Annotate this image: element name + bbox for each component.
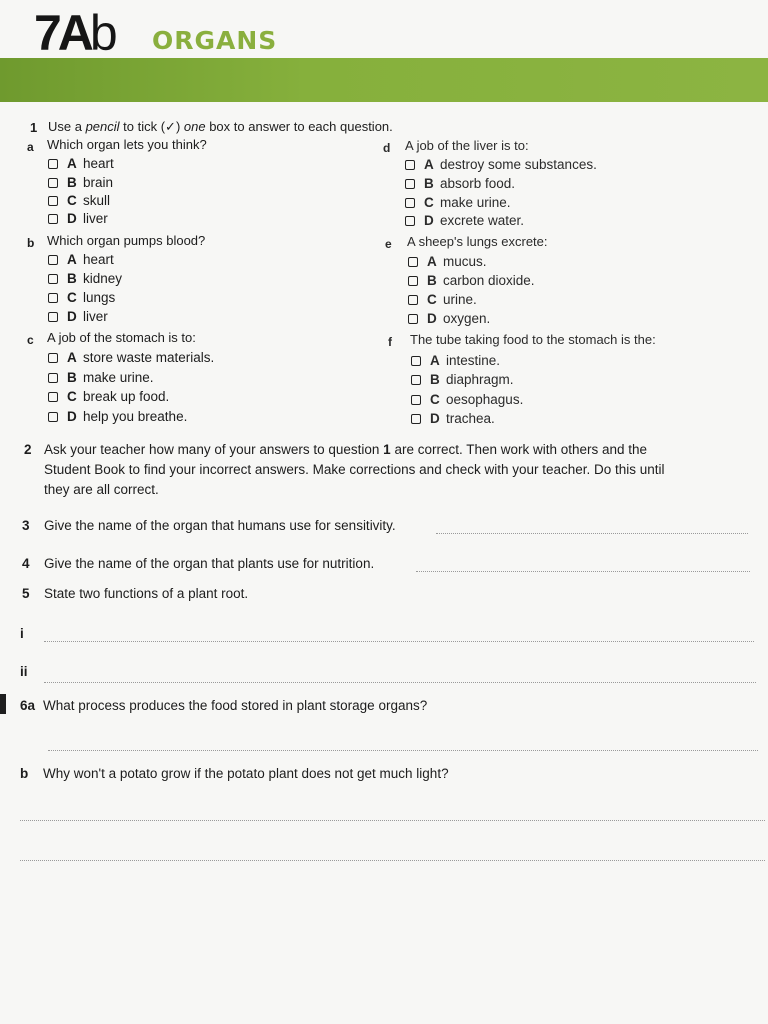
checkbox[interactable]: [48, 255, 58, 265]
option-1c-C[interactable]: C break up food.: [48, 387, 169, 406]
checkbox[interactable]: [48, 312, 58, 322]
checkbox[interactable]: [405, 216, 415, 226]
option-1b-D[interactable]: D liver: [48, 307, 108, 326]
option-1e-B[interactable]: B carbon dioxide.: [408, 271, 535, 290]
option-1d-C[interactable]: C make urine.: [405, 193, 511, 212]
question-1e: e A sheep's lungs excrete:: [385, 234, 548, 251]
answer-line-5i[interactable]: [44, 641, 754, 642]
checkbox[interactable]: [48, 373, 58, 383]
question-1f: f The tube taking food to the stomach is the:: [388, 332, 656, 349]
checkbox[interactable]: [48, 392, 58, 402]
checkbox[interactable]: [48, 159, 58, 169]
question-5-i: i: [20, 626, 24, 641]
checkbox[interactable]: [411, 395, 421, 405]
option-1a-B[interactable]: B brain: [48, 173, 113, 192]
option-1f-A[interactable]: A intestine.: [411, 351, 500, 370]
checkbox[interactable]: [408, 276, 418, 286]
checkbox[interactable]: [48, 196, 58, 206]
question-1d: d A job of the liver is to:: [383, 138, 529, 155]
checkbox[interactable]: [405, 198, 415, 208]
checkbox[interactable]: [48, 353, 58, 363]
checkbox[interactable]: [48, 274, 58, 284]
checkbox[interactable]: [48, 293, 58, 303]
option-1e-D[interactable]: D oxygen.: [408, 309, 490, 328]
checkbox[interactable]: [408, 257, 418, 267]
answer-line-5ii[interactable]: [44, 682, 756, 683]
answer-line-4[interactable]: [416, 571, 750, 572]
checkbox[interactable]: [48, 214, 58, 224]
option-1e-A[interactable]: A mucus.: [408, 252, 487, 271]
answer-line-6a[interactable]: [48, 750, 758, 751]
page-header: [0, 0, 768, 110]
answer-line-3[interactable]: [436, 533, 748, 534]
question-5-ii: ii: [20, 664, 28, 679]
checkbox[interactable]: [411, 375, 421, 385]
checkbox[interactable]: [408, 295, 418, 305]
option-1f-B[interactable]: B diaphragm.: [411, 370, 514, 389]
option-1b-A[interactable]: A heart: [48, 250, 114, 269]
checkbox[interactable]: [408, 314, 418, 324]
option-1a-A[interactable]: A heart: [48, 154, 114, 173]
option-1a-C[interactable]: C skull: [48, 191, 110, 210]
option-1c-A[interactable]: A store waste materials.: [48, 348, 214, 367]
margin-tab: [0, 694, 6, 714]
option-1b-B[interactable]: B kidney: [48, 269, 122, 288]
option-1f-D[interactable]: D trachea.: [411, 409, 495, 428]
question-1b: b Which organ pumps blood?: [27, 233, 206, 250]
header-green-band: [0, 58, 768, 102]
checkbox[interactable]: [405, 179, 415, 189]
answer-line-6b-2[interactable]: [20, 860, 765, 861]
option-1f-C[interactable]: C oesophagus.: [411, 390, 523, 409]
page-title: ORGANS: [152, 26, 278, 55]
option-1d-A[interactable]: A destroy some substances.: [405, 155, 597, 174]
option-1c-B[interactable]: B make urine.: [48, 368, 154, 387]
checkbox[interactable]: [411, 356, 421, 366]
option-1e-C[interactable]: C urine.: [408, 290, 477, 309]
option-1a-D[interactable]: D liver: [48, 209, 108, 228]
answer-line-6b-1[interactable]: [20, 820, 765, 821]
question-1c: c A job of the stomach is to:: [27, 330, 196, 347]
option-1d-B[interactable]: B absorb food.: [405, 174, 515, 193]
option-1d-D[interactable]: D excrete water.: [405, 211, 524, 230]
option-1c-D[interactable]: D help you breathe.: [48, 407, 187, 426]
unit-code: 7Ab: [34, 5, 117, 61]
option-1b-C[interactable]: C lungs: [48, 288, 115, 307]
checkbox[interactable]: [48, 178, 58, 188]
checkbox[interactable]: [405, 160, 415, 170]
question-1a: a Which organ lets you think?: [27, 137, 207, 154]
checkbox[interactable]: [411, 414, 421, 424]
checkbox[interactable]: [48, 412, 58, 422]
